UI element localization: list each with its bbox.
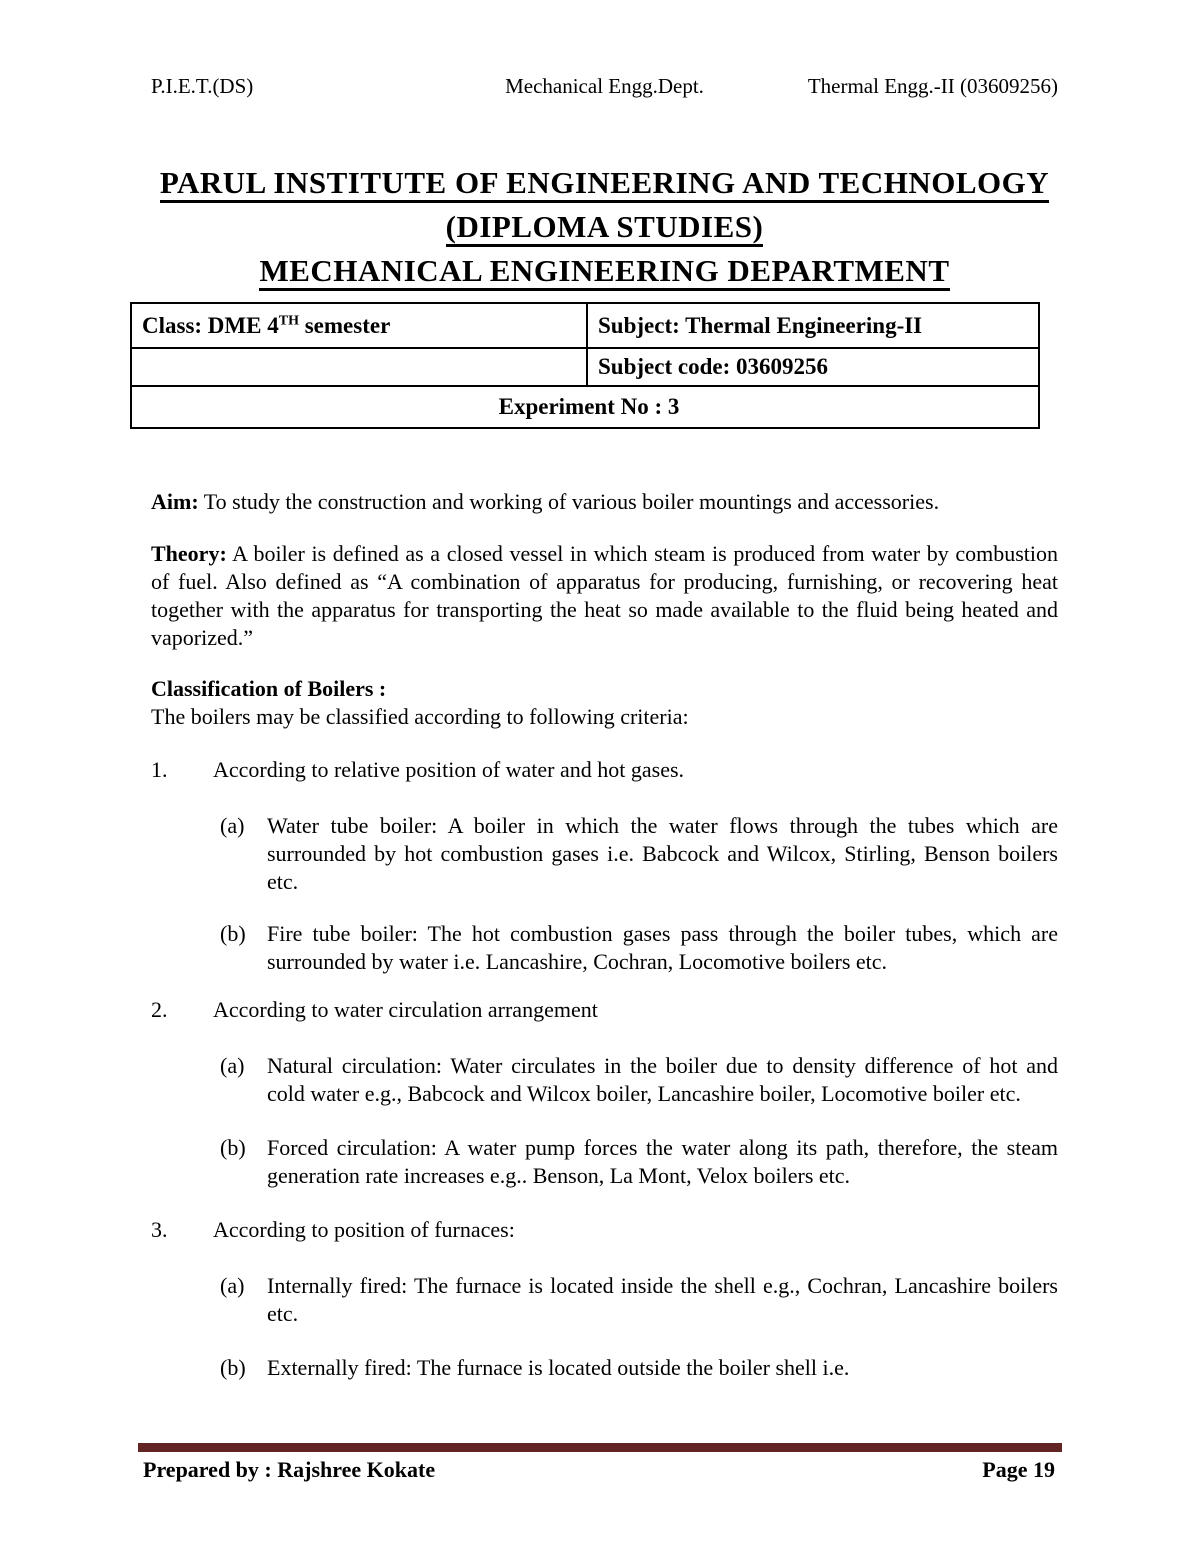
- table-row: [131, 386, 1039, 428]
- list-item-2: 2. According to water circulation arrangement: [151, 997, 598, 1022]
- title-line-2: (DIPLOMA STUDIES): [151, 210, 1058, 254]
- list-item-2b: (b) Forced circulation: A water pump forces the water along its path, therefore, the steam generation rate increases e.g.. Benson, La Mont, Velox boilers etc.: [220, 1135, 1058, 1188]
- experiment-number-cell: Experiment No : 3: [131, 386, 1039, 428]
- list-item-2a: (a) Natural circulation: Water circulates in the boiler due to density difference of hot and cold water e.g., Babcock and Wilcox boiler, Lancashire boiler, Locomotive boiler etc.: [220, 1053, 1058, 1106]
- theory-label: Theory:: [151, 541, 227, 566]
- page-footer: [143, 1456, 1055, 1484]
- class-cell: Class: DME 4TH semester: [131, 303, 587, 348]
- title-line-1: PARUL INSTITUTE OF ENGINEERING AND TECHNOLOGY: [151, 166, 1058, 210]
- list-item-3: 3. According to position of furnaces:: [151, 1217, 515, 1242]
- header-subject-code: Thermal Engg.-II (03609256): [807, 74, 1058, 98]
- list-item-3b: (b) Externally fired: The furnace is located outside the boiler shell i.e.: [220, 1355, 850, 1380]
- footer-rule: [138, 1443, 1062, 1452]
- footer-page-number: Page 19: [982, 1457, 1055, 1482]
- header-department: Mechanical Engg.Dept.: [505, 74, 704, 98]
- list-item-1: 1. According to relative position of water and hot gases.: [151, 757, 685, 782]
- header-institute: P.I.E.T.(DS): [151, 74, 254, 98]
- footer-prepared-by: Prepared by : Rajshree Kokate: [143, 1457, 436, 1482]
- aim-paragraph: Aim: To study the construction and working of various boiler mountings and accessories.: [151, 489, 940, 514]
- title-line-3: MECHANICAL ENGINEERING DEPARTMENT: [151, 254, 1058, 298]
- subject-cell: Subject: Thermal Engineering-II: [587, 303, 1039, 348]
- table-row: [131, 303, 1039, 348]
- list-item-1a: (a) Water tube boiler: A boiler in which the water flows through the tubes which are surrounded by hot combustion gases i.e. Babcock and Wilcox, Stirling, Benson boilers etc.: [220, 813, 1058, 894]
- empty-cell: [131, 348, 587, 386]
- table-row: [131, 348, 1039, 386]
- theory-paragraph: Theory: A boiler is defined as a closed vessel in which steam is produced from water by combustion of fuel. Also defined as “A combination of apparatus for producing, furnishing, or recovering heat together with the apparatus for transporting the heat so made available to the fluid being heated and vaporized.”: [151, 541, 1058, 650]
- class-superscript: TH: [278, 312, 299, 328]
- course-info-table: [130, 302, 1040, 429]
- title-block: [151, 166, 1058, 298]
- list-item-3a: (a) Internally fired: The furnace is located inside the shell e.g., Cochran, Lancashire boilers etc.: [220, 1273, 1058, 1326]
- aim-label: Aim:: [151, 489, 199, 514]
- list-item-1b: (b) Fire tube boiler: The hot combustion gases pass through the boiler tubes, which are surrounded by water i.e. Lancashire, Cochran, Locomotive boilers etc.: [220, 921, 1058, 974]
- running-header: [151, 72, 1058, 100]
- classification-heading: Classification of Boilers :: [151, 676, 387, 701]
- classification-intro: The boilers may be classified according to following criteria:: [151, 704, 689, 729]
- subject-code-cell: Subject code: 03609256: [587, 348, 1039, 386]
